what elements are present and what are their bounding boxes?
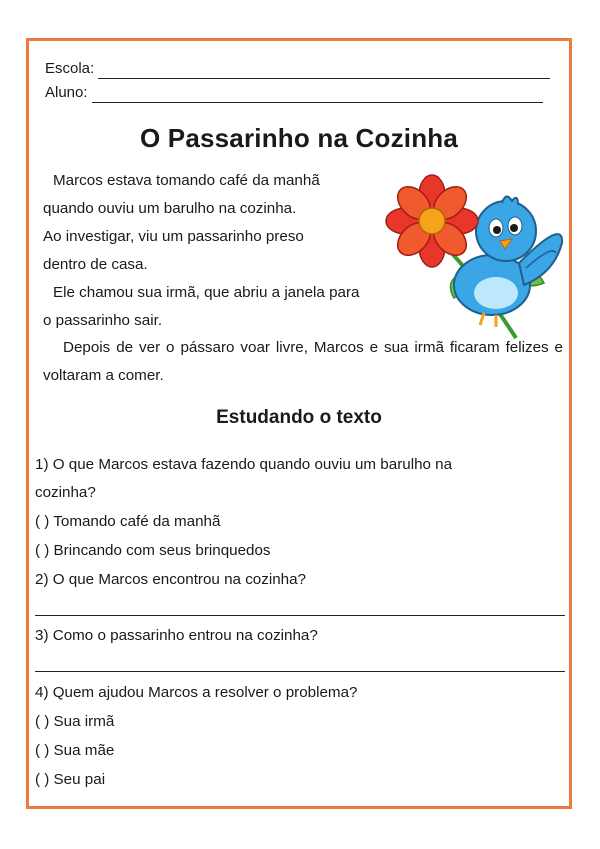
question-2-answer-line[interactable] [35, 615, 565, 616]
story-line-1: Marcos estava tomando café da manhã [53, 172, 320, 189]
story-line-6: o passarinho sair. [43, 312, 163, 329]
story-line-2: quando ouviu um barulho na cozinha. [43, 200, 297, 217]
question-3: 3) Como o passarinho entrou na cozinha? [35, 627, 318, 644]
question-1-line-2: cozinha? [35, 484, 96, 501]
question-3-answer-line[interactable] [35, 671, 565, 672]
section-title: Estudando o texto [216, 407, 382, 428]
school-field [45, 59, 550, 79]
worksheet-frame [26, 38, 572, 809]
page-title: O Passarinho na Cozinha [139, 123, 459, 153]
student-answer-line[interactable] [92, 87, 543, 103]
question-4-option-1[interactable]: ( ) Sua irmã [35, 713, 115, 730]
student-label: Aluno: [45, 84, 88, 101]
question-4: 4) Quem ajudou Marcos a resolver o problema? [35, 684, 358, 701]
question-4-option-2[interactable]: ( ) Sua mãe [35, 742, 115, 759]
question-2: 2) O que Marcos encontrou na cozinha? [35, 571, 307, 588]
school-answer-line[interactable] [98, 63, 550, 79]
school-label: Escola: [45, 60, 95, 77]
question-1-option-2[interactable]: ( ) Brincando com seus brinquedos [35, 542, 271, 559]
question-1-option-1[interactable]: ( ) Tomando café da manhã [35, 513, 221, 530]
question-4-option-3[interactable]: ( ) Seu pai [35, 771, 106, 788]
story-line-4: dentro de casa. [43, 256, 148, 273]
story-line-5: Ele chamou sua irmã, que abriu a janela para [53, 284, 360, 301]
story-line-3: Ao investigar, viu um passarinho preso [43, 228, 304, 245]
student-field [45, 83, 543, 103]
story-last-paragraph: Depois de ver o pássaro voar livre, Marcos e sua irmã ficaram felizes e voltaram a comer. [43, 339, 563, 384]
question-1-line-1: 1) O que Marcos estava fazendo quando ouviu um barulho na [35, 456, 453, 473]
bird-with-flower-icon [384, 173, 569, 343]
